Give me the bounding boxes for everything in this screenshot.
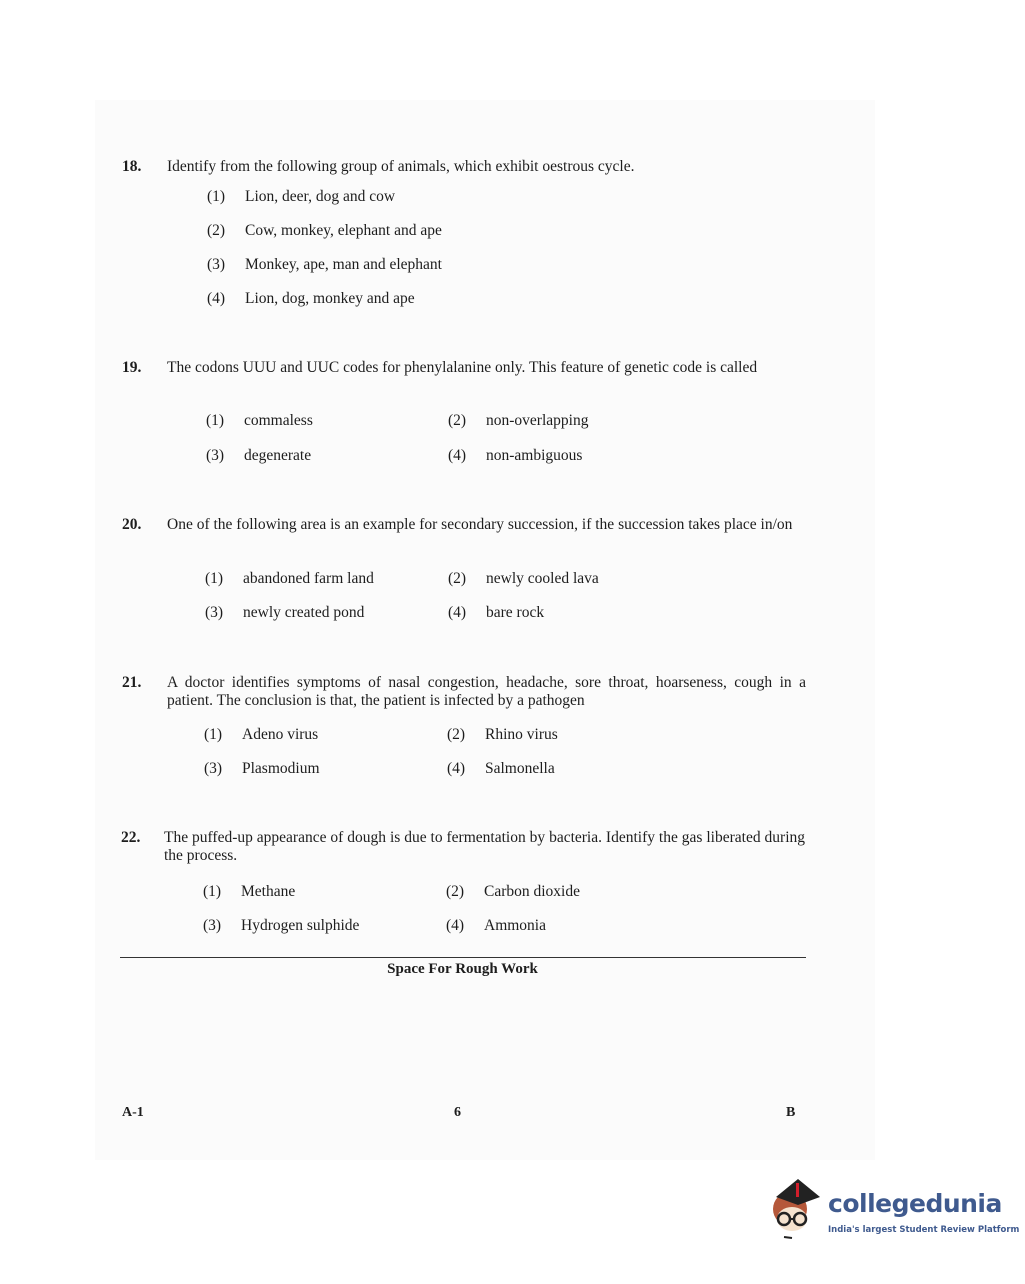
option-number: (1) — [203, 883, 222, 900]
option-1 — [203, 883, 295, 901]
question-21 — [122, 674, 806, 777]
option-3 — [205, 604, 364, 622]
option-text: Cow, monkey, elephant and ape — [245, 222, 442, 239]
question-text: A doctor identifies symptoms of nasal congestion, headache, sore throat, hoarseness, cough in a patient. The conclusion is that, the patient is infected by a pathogen — [167, 674, 806, 709]
footer-code: A-1 — [122, 1105, 144, 1120]
collegedunia-logo — [768, 1175, 1020, 1245]
option-2 — [207, 222, 442, 240]
option-1 — [204, 726, 318, 744]
option-1 — [205, 570, 374, 588]
option-number: (4) — [207, 290, 226, 307]
option-text: Lion, dog, monkey and ape — [245, 290, 415, 307]
option-4 — [448, 604, 544, 622]
option-number: (2) — [447, 726, 466, 743]
question-text: Identify from the following group of animals, which exhibit oestrous cycle. — [167, 158, 635, 175]
option-number: (4) — [447, 760, 466, 777]
option-text: abandoned farm land — [243, 570, 374, 587]
question-19 — [122, 359, 806, 464]
option-number: (1) — [207, 188, 226, 205]
option-text: non-ambiguous — [486, 447, 583, 464]
option-2 — [447, 726, 558, 744]
question-text: One of the following area is an example for secondary succession, if the succession takes place in/on — [167, 516, 793, 533]
logo-brand: collegedunia — [828, 1189, 1002, 1218]
option-text: Methane — [241, 883, 296, 900]
option-text: commaless — [244, 412, 313, 429]
option-2 — [446, 883, 580, 901]
option-text: Plasmodium — [242, 760, 320, 777]
option-number: (2) — [446, 883, 465, 900]
option-1 — [206, 412, 313, 430]
option-text: Adeno virus — [242, 726, 319, 743]
option-number: (1) — [204, 726, 223, 743]
question-number: 19. — [122, 359, 142, 376]
option-3 — [203, 917, 359, 935]
option-number: (4) — [446, 917, 465, 934]
option-4 — [446, 917, 546, 935]
question-20 — [122, 516, 806, 621]
footer-series: B — [786, 1105, 796, 1120]
option-text: non-overlapping — [486, 412, 589, 429]
option-number: (2) — [448, 412, 467, 429]
option-2 — [448, 412, 588, 430]
option-4 — [448, 447, 582, 465]
option-number: (2) — [207, 222, 226, 239]
option-3 — [207, 256, 442, 274]
option-number: (3) — [207, 256, 226, 273]
page-number: 6 — [454, 1105, 461, 1120]
option-text: Ammonia — [484, 917, 546, 934]
logo-tagline: India's largest Student Review Platform — [828, 1225, 1020, 1235]
option-4 — [207, 290, 415, 308]
option-number: (3) — [203, 917, 222, 934]
option-4 — [447, 760, 555, 778]
question-number: 22. — [121, 829, 141, 846]
option-2 — [448, 570, 599, 588]
option-text: newly cooled lava — [486, 570, 599, 587]
question-22 — [121, 829, 805, 934]
option-number: (1) — [206, 412, 225, 429]
option-number: (3) — [204, 760, 223, 777]
option-text: degenerate — [244, 447, 312, 464]
option-number: (4) — [448, 447, 467, 464]
option-text: Lion, deer, dog and cow — [245, 188, 396, 205]
option-1 — [207, 188, 395, 206]
option-3 — [204, 760, 320, 778]
option-text: bare rock — [486, 604, 545, 621]
option-text: Rhino virus — [485, 726, 558, 743]
rough-work-heading: Space For Rough Work — [387, 961, 538, 977]
option-number: (1) — [205, 570, 224, 587]
question-number: 20. — [122, 516, 142, 533]
option-text: Carbon dioxide — [484, 883, 580, 900]
option-text: newly created pond — [243, 604, 365, 621]
option-number: (3) — [205, 604, 224, 621]
option-number: (2) — [448, 570, 467, 587]
option-3 — [206, 447, 311, 465]
question-number: 21. — [122, 674, 142, 691]
option-number: (4) — [448, 604, 467, 621]
option-text: Salmonella — [485, 760, 555, 777]
option-text: Monkey, ape, man and elephant — [245, 256, 442, 273]
question-text: The puffed-up appearance of dough is due to fermentation by bacteria. Identify the gas liberated during the process. — [164, 829, 805, 864]
question-18 — [122, 158, 806, 307]
option-number: (3) — [206, 447, 225, 464]
question-number: 18. — [122, 158, 142, 175]
option-text: Hydrogen sulphide — [241, 917, 360, 934]
question-text: The codons UUU and UUC codes for phenylalanine only. This feature of genetic code is called — [167, 359, 758, 376]
mascot-icon — [768, 1175, 826, 1241]
divider — [120, 957, 806, 958]
